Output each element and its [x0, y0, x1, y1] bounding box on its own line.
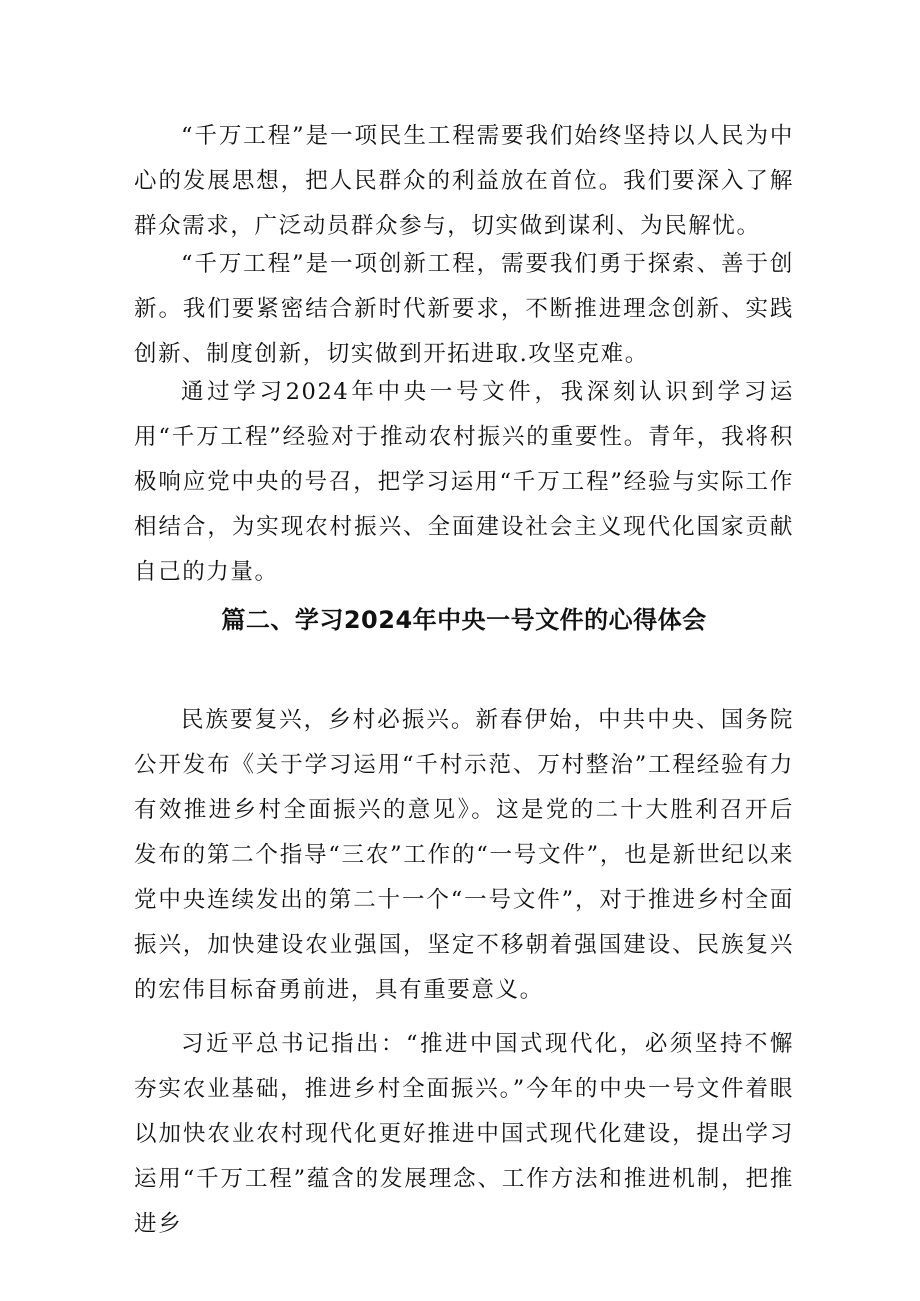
- paragraph-rural-revitalization: 民族要复兴，乡村必振兴。新春伊始，中共中央、国务院公开发布《关于学习运用“千村示范、万村整治”工程经验有力有效推进乡村全面振兴的意见》。这是党的二十大胜利召开后发布的第二个指导“三农”工作的“一号文件”，也是新世纪以来党中央连续发出的第二十一个“一号文件”，对于推进乡村全面振兴，加快建设农业强国，坚定不移朝着强国建设、民族复兴的宏伟目标奋勇前进，具有重要意义。: [134, 707, 794, 1003]
- paragraph-innovation: “千万工程”是一项创新工程，需要我们勇于探索、善于创新。我们要紧密结合新时代新要求，不断推进理念创新、实践创新、制度创新，切实做到开拓进取.攻坚克难。: [134, 251, 794, 367]
- paragraph-summary: 通过学习2024年中央一号文件，我深刻认识到学习运用“千万工程”经验对于推动农村振兴的重要性。青年，我将积极响应党中央的号召，把学习运用“千万工程”经验与实际工作相结合，为实现农村振兴、全面建设社会主义现代化国家贡献自己的力量。: [134, 379, 794, 585]
- paragraph-xi-quote: 习近平总书记指出：“推进中国式现代化，必须坚持不懈夯实农业基础，推进乡村全面振兴。”今年的中央一号文件着眼以加快农业农村现代化更好推进中国式现代化建设，提出学习运用“千万工程”蕴含的发展理念、工作方法和推进机制，把推进乡: [134, 1031, 794, 1237]
- section-heading: 篇二、学习2024年中央一号文件的心得体会: [221, 606, 707, 634]
- paragraph-people-livelihood: “千万工程”是一项民生工程需要我们始终坚持以人民为中心的发展思想，把人民群众的利益放在首位。我们要深入了解群众需求，广泛动员群众参与，切实做到谋利、为民解忧。: [134, 123, 794, 239]
